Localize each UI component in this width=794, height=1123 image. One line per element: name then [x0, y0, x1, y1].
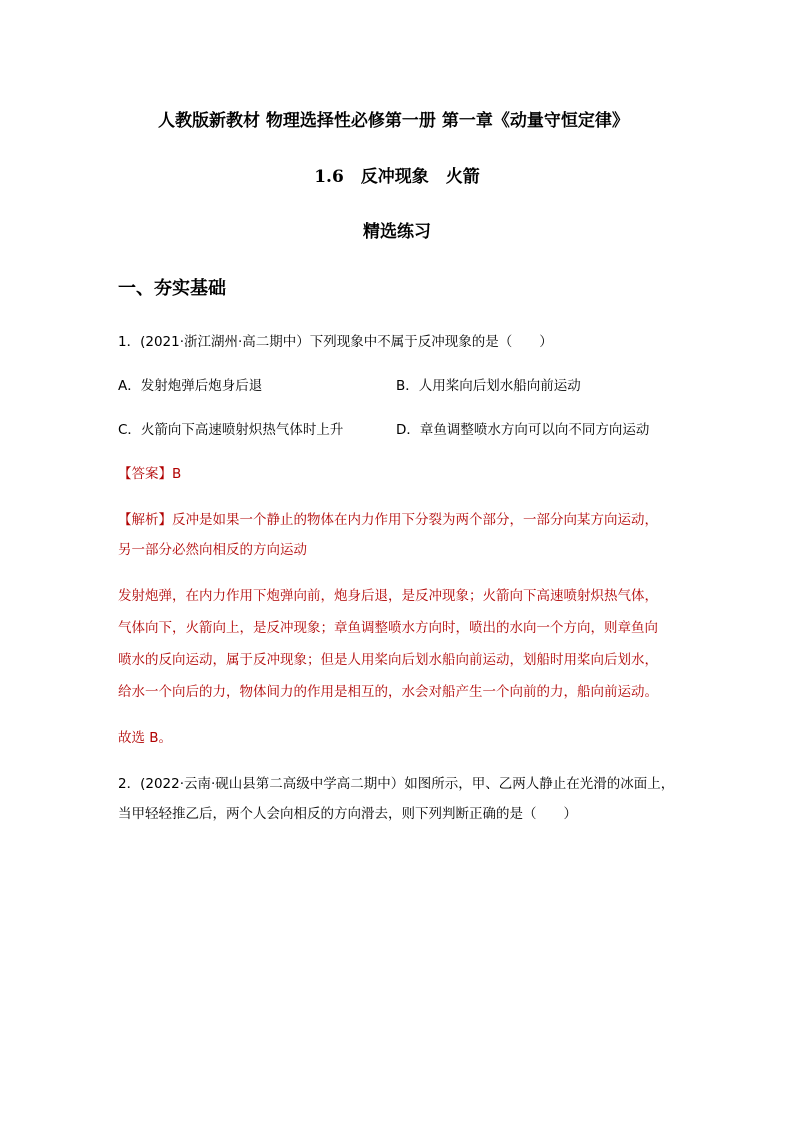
- lesson-title: 1.6 反冲现象 火箭: [314, 167, 480, 187]
- question-1-explanation-line-2: 气体向下，火箭向上，是反冲现象；章鱼调整喷水方向时，喷出的水向一个方向，则章鱼向: [118, 620, 658, 636]
- analysis-text: 反冲是如果一个静止的物体在内力作用下分裂为两个部分，一部分向某方向运动，: [172, 512, 658, 528]
- question-1-answer: [118, 462, 181, 482]
- subtitle: 精选练习: [363, 222, 431, 242]
- question-1-analysis-line-2: 另一部分必然向相反的方向运动: [118, 542, 307, 558]
- question-1-option-a: A．发射炮弹后炮身后退: [118, 378, 263, 394]
- question-1-option-c: C．火箭向下高速喷射炽热气体时上升: [118, 422, 344, 438]
- question-1-option-d: D．章鱼调整喷水方向可以向不同方向运动: [396, 422, 650, 438]
- section-heading: 一、夯实基础: [118, 278, 226, 299]
- question-1-explanation-line-4: 给水一个向后的力，物体间力的作用是相互的，水会对船产生一个向前的力，船向前运动。: [118, 684, 658, 700]
- question-1-analysis-line-1: [118, 508, 658, 528]
- document-title: 人教版新教材 物理选择性必修第一册 第一章《动量守恒定律》: [158, 111, 629, 131]
- question-1-explanation-line-1: 发射炮弹，在内力作用下炮弹向前，炮身后退，是反冲现象；火箭向下高速喷射炽热气体，: [118, 588, 658, 604]
- question-1-explanation-line-3: 喷水的反向运动，属于反冲现象；但是人用桨向后划水船向前运动，划船时用桨向后划水，: [118, 652, 658, 668]
- question-1-option-b: B．人用桨向后划水船向前运动: [396, 378, 581, 394]
- answer-value: B: [172, 466, 182, 482]
- question-2-stem-line-1: 2．(2022·云南·砚山县第二高级中学高二期中）如图所示，甲、乙两人静止在光滑的冰面上，: [118, 776, 675, 792]
- analysis-label: 【解析】: [118, 512, 172, 528]
- answer-label: 【答案】: [118, 466, 172, 482]
- question-2-stem-line-2: 当甲轻轻推乙后，两个人会向相反的方向滑去，则下列判断正确的是（ ）: [118, 806, 577, 822]
- question-1-stem: 1．(2021·浙江湖州·高二期中）下列现象中不属于反冲现象的是（ ）: [118, 334, 553, 350]
- question-1-conclusion: 故选 B。: [118, 730, 173, 746]
